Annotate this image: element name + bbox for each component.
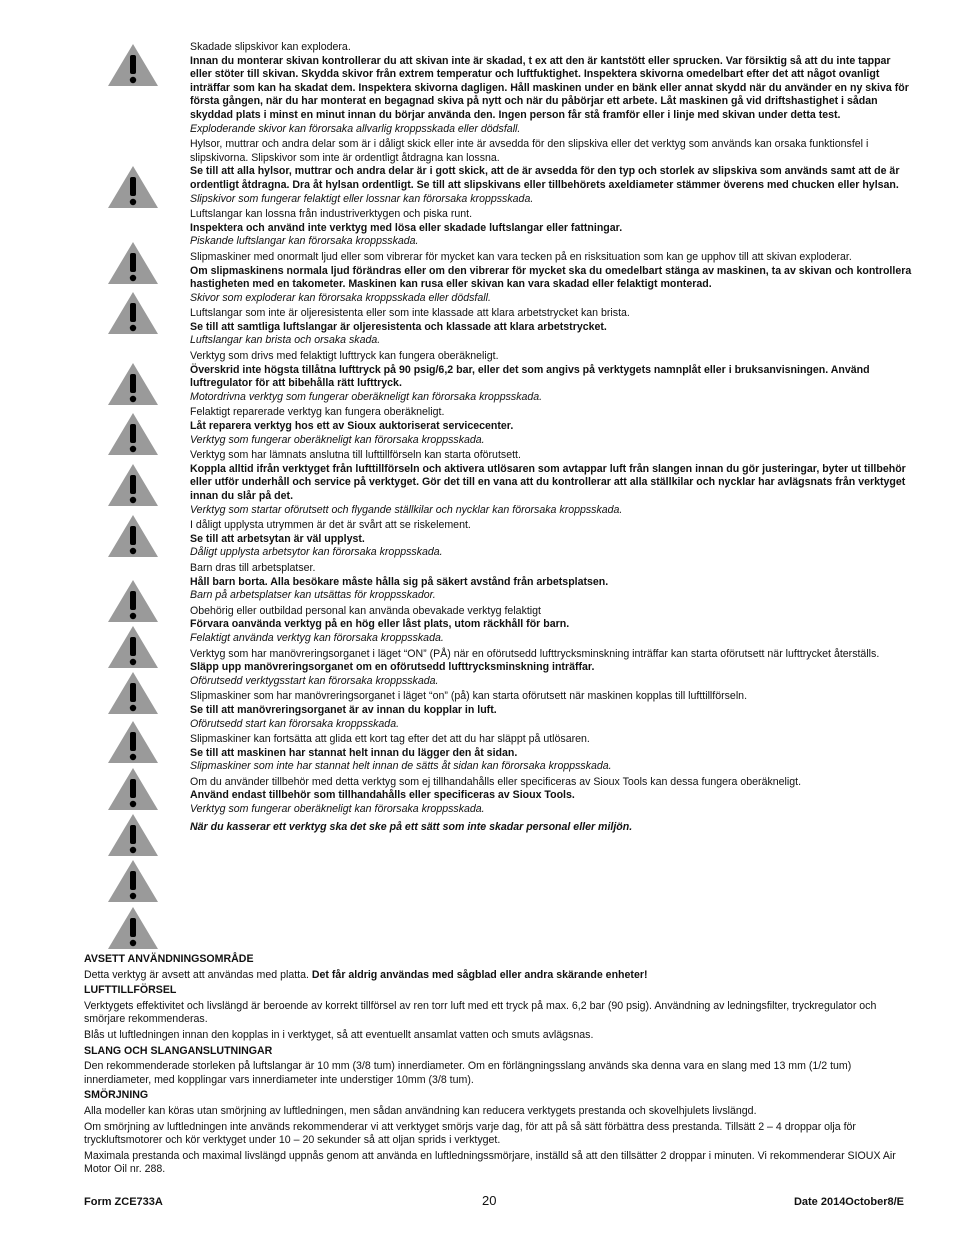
hazard-text: I dåligt upplysta utrymmen är det är svårt att se riskelement. [190, 519, 471, 532]
warning-block [190, 690, 914, 731]
consequence-text: Slipskivor som fungerar felaktigt eller lossnar kan förorsaka kroppsskada. [190, 192, 534, 205]
air-supply-heading: LUFTTILLFÖRSEL [84, 984, 177, 997]
hazard-text: Slipmaskiner med onormalt ljud eller som vibrerar för mycket kan vara tecken på en risksituation som kan ge upphov till att skivan exploderar. [190, 250, 852, 263]
hazard-text: Verktyg som har manövreringsorganet i läget “ON” (PÅ) när en oförutsedd lufttrycksminskning inträffar kan starta oförutsett när lufttrycket återställs. [190, 647, 880, 660]
hose-paragraph: Den rekommenderade storleken på luftslangar är 10 mm (3/8 tum) innerdiameter. Om en förlängningsslang används ska denna vara en slang med 13 mm (1/2 tum) innerdiameter, med kopplingar vars innerdiameter inte understiger 10mm (3/8 tum). [84, 1060, 852, 1086]
document-date: Date 2014October8/E [793, 1196, 904, 1208]
warning-triangle-icon [106, 462, 160, 508]
consequence-text: Verktyg som startar oförutsett och flygande ställkilar och nycklar kan förorsaka kroppsskada. [190, 503, 623, 516]
warning-block [190, 449, 914, 517]
air-supply-paragraph: Verktygets effektivitet och livslängd är beroende av korrekt tillförsel av ren torr luft med ett tryck på max. 6,2 bar (90 psig). Användning av ledningsfilter, tryckregulator och smörjare rekommenderas. [84, 999, 877, 1026]
warning-block [190, 251, 914, 305]
action-text: Se till att maskinen har stannat helt innan du lägger den åt sidan. [190, 746, 518, 759]
safety-warnings [190, 41, 914, 836]
warning-block [190, 41, 914, 136]
hazard-text: Skadade slipskivor kan explodera. [190, 41, 351, 53]
action-text: Förvara oanvända verktyg på en hög eller låst plats, utom räckhåll för barn. [190, 618, 570, 631]
warning-block [190, 350, 914, 404]
hazard-text: Verktyg som drivs med felaktigt lufttryck kan fungera oberäkneligt. [190, 350, 499, 363]
action-text: Låt reparera verktyg hos ett av Sioux auktoriserat servicecenter. [190, 420, 514, 433]
action-text: Se till att arbetsytan är väl upplyst. [190, 532, 365, 545]
action-text: Om slipmaskinens normala ljud förändras eller om den vibrerar för mycket ska du omedelbart stänga av maskinen, ta av skivan och kontrollera hastigheten med en takometer. Maskinen kan rusa eller skivan kan vara skadad eller felaktigt monterad. [190, 264, 912, 291]
warning-triangle-icon [106, 905, 160, 951]
disposal-note-block [190, 821, 914, 835]
hazard-text: Slipmaskiner som har manövreringsorganet i läget “on” (på) kan starta oförutsett när maskinen kopplas till lufttillförseln. [190, 690, 748, 703]
action-text: Innan du monterar skivan kontrollerar du att skivan inte är skadad, t ex att den är kantstött eller sprucken. Var försiktig så att du inte tappar eller stöter till skivan. Skydda skivor från extrem temperatur och luftfuktighet. Inspektera skivorna omedelbart efter det att något ovanligt inträffar som kan ha skadat dem. Inspektera skivorna dagligen. Håll maskinen under en bänk eller annat skydd när du använder en ny skiva för första gången, när du har monterat en begagnad skiva på nytt och när du påbörjar ett arbete. Låt maskinen gå vid driftshastighet i sådan skyddad plats i minst en minut innan du börjar använda den. Ingen person får stå framför eller i linje med skivan under detta test. [190, 54, 909, 121]
warning-block [190, 605, 914, 646]
warning-block [190, 648, 914, 689]
warning-block [190, 562, 914, 603]
warning-block [190, 519, 914, 560]
consequence-text: Verktyg som fungerar oberäkneligt kan förorsaka kroppsskada. [190, 803, 485, 816]
warning-triangle-icon [106, 624, 160, 670]
warning-block [190, 733, 914, 774]
form-number: Form ZCE733A [84, 1196, 163, 1208]
lubrication-heading: SMÖRJNING [84, 1089, 149, 1102]
action-text: Släpp upp manövreringsorganet om en oförutsedd lufttrycksminskning inträffar. [190, 661, 595, 674]
action-text: Koppla alltid ifrån verktyget från lufttillförseln och aktivera utlösaren som avtappar luft från slangen innan du gör justeringar, byter ut tillbehör eller utför underhåll och service på verktyget. Gör det till en vana att du kontrollerar att alla ställkilar och nycklar har avlägsnats från verktyget innan du slår på det. [190, 462, 906, 502]
hazard-text: Felaktigt reparerade verktyg kan fungera oberäkneligt. [190, 406, 445, 419]
hazard-text: Luftslangar som inte är oljeresistenta eller som inte klassade att klara arbetstrycket kan brista. [190, 307, 630, 320]
consequence-text: Exploderande skivor kan förorsaka allvarlig kroppsskada eller dödsfall. [190, 122, 521, 135]
consequence-text: Oförutsedd verktygsstart kan förorsaka kroppsskada. [190, 674, 439, 687]
warning-block [190, 776, 914, 817]
warning-block [190, 307, 914, 348]
lubrication-paragraph: Maximala prestanda och maximal livslängd uppnås genom att använda en luftledningssmörjare, inställd så att den tillsätter 2 droppar i minuten. Vi rekommenderar SIOUX Air Motor Oil nr. 288. [84, 1149, 896, 1176]
consequence-text: Barn på arbetsplatser kan utsättas för kroppsskador. [190, 589, 436, 602]
warning-triangle-icon [106, 290, 160, 336]
hazard-text: Obehörig eller outbildad personal kan använda obevakade verktyg felaktigt [190, 604, 542, 617]
consequence-text: Oförutsedd start kan förorsaka kroppsskada. [190, 717, 400, 730]
warning-triangle-icon [106, 812, 160, 858]
intended-use-bold: Det får aldrig användas med sågblad eller andra skärande enheter! [311, 968, 648, 981]
warning-triangle-icon [106, 766, 160, 812]
warning-block [190, 208, 914, 249]
warning-triangle-icon [106, 361, 160, 407]
warning-triangle-icon [106, 513, 160, 559]
warning-triangle-icon [106, 411, 160, 457]
consequence-text: Dåligt upplysta arbetsytor kan förorsaka kroppsskada. [190, 546, 443, 559]
warning-triangle-icon [106, 240, 160, 286]
warning-triangle-icon [106, 858, 160, 904]
consequence-text: Felaktigt använda verktyg kan förorsaka kroppsskada. [190, 631, 444, 644]
warning-block [190, 138, 914, 206]
consequence-text: Piskande luftslangar kan förorsaka kroppsskada. [190, 235, 419, 248]
action-text: Se till att manövreringsorganet är av innan du kopplar in luft. [190, 703, 497, 716]
disposal-note: När du kasserar ett verktyg ska det ske på ett sätt som inte skadar personal eller miljön. [190, 820, 633, 833]
intended-use-normal: Detta verktyg är avsett att användas med platta. [84, 968, 312, 981]
usage-sections [84, 953, 914, 1179]
action-text: Använd endast tillbehör som tillhandahålls eller specificeras av Sioux Tools. [190, 789, 575, 802]
lubrication-paragraph: Om smörjning av luftledningen inte används rekommenderar vi att verktyget smörjs varje dag, för att på så sätt förbättra dess prestanda. Tillsätt 2 – 4 droppar olja för tryckluftsmotorer och kör verktyget under 10 – 20 sekunder så att oljan sprids i verktyget. [84, 1120, 856, 1147]
hazard-text: Luftslangar kan lossna från industriverktygen och piska runt. [190, 208, 473, 221]
warning-triangle-icon [106, 42, 160, 88]
hazard-text: Barn dras till arbetsplatser. [190, 561, 316, 574]
warning-triangle-icon [106, 578, 160, 624]
action-text: Håll barn borta. Alla besökare måste hålla sig på säkert avstånd från arbetsplatsen. [190, 575, 609, 588]
consequence-text: Luftslangar kan brista och orsaka skada. [190, 334, 381, 347]
consequence-text: Slipmaskiner som inte har stannat helt innan de sätts åt sidan kan förorsaka kroppsskada. [190, 760, 612, 773]
page-footer [84, 1193, 904, 1209]
hazard-text: Verktyg som har lämnats anslutna till lufttillförseln kan starta oförutsett. [190, 449, 521, 462]
air-supply-paragraph: Blås ut luftledningen innan den kopplas in i verktyget, så att eventuellt ansamlat vatten och smuts avlägsnas. [84, 1028, 594, 1041]
warning-triangle-icon [106, 164, 160, 210]
warning-triangle-icon [106, 670, 160, 716]
hose-heading: SLANG OCH SLANGANSLUTNINGAR [84, 1044, 273, 1057]
warning-block [190, 406, 914, 447]
warning-triangle-icon [106, 719, 160, 765]
hazard-text: Hylsor, muttrar och andra delar som är i dåligt skick eller inte är avsedda för den slipskiva eller det verktyg som används kan orsaka funktionsfel i slipskivorna. Slipskivor som inte är ordentligt åtdragna kan lossna. [190, 138, 869, 164]
hazard-text: Slipmaskiner kan fortsätta att glida ett kort tag efter det att du har släppt på utlösaren. [190, 733, 590, 746]
consequence-text: Skivor som exploderar kan förorsaka kroppsskada eller dödsfall. [190, 291, 491, 304]
action-text: Se till att alla hylsor, muttrar och andra delar är i gott skick, att de är avsedda för den typ och storlek av slipskiva som används samt att de är ordentligt åtdragna. Dra åt hylsan ordentligt. Se till att slipskivans eller tillbehörets axeldiameter stämmer överens med chucken eller hylsan. [190, 165, 900, 191]
intended-use-text [84, 969, 914, 983]
lubrication-paragraph: Alla modeller kan köras utan smörjning av luftledningen, men sådan användning kan reducera verktygets prestanda och skovelhjulets livslängd. [84, 1104, 757, 1117]
action-text: Se till att samtliga luftslangar är oljeresistenta och klassade att klara arbetstrycket. [190, 320, 607, 333]
intended-use-heading: AVSETT ANVÄNDNINGSOMRÅDE [84, 953, 254, 965]
consequence-text: Verktyg som fungerar oberäkneligt kan förorsaka kroppsskada. [190, 433, 485, 446]
page-number: 20 [482, 1193, 497, 1208]
consequence-text: Motordrivna verktyg som fungerar oberäkneligt kan förorsaka kroppsskada. [190, 390, 543, 403]
hazard-text: Om du använder tillbehör med detta verktyg som ej tillhandahålls eller specificeras av Sioux Tools kan dessa fungera oberäkneligt. [190, 775, 802, 788]
action-text: Inspektera och använd inte verktyg med lösa eller skadade luftslangar eller fattningar. [190, 221, 623, 234]
action-text: Överskrid inte högsta tillåtna lufttryck på 90 psig/6,2 bar, eller det som angivs på verktygets namnplåt eller i bruksanvisningen. Använd luftregulator för att bibehålla rätt lufttryck. [190, 363, 870, 390]
